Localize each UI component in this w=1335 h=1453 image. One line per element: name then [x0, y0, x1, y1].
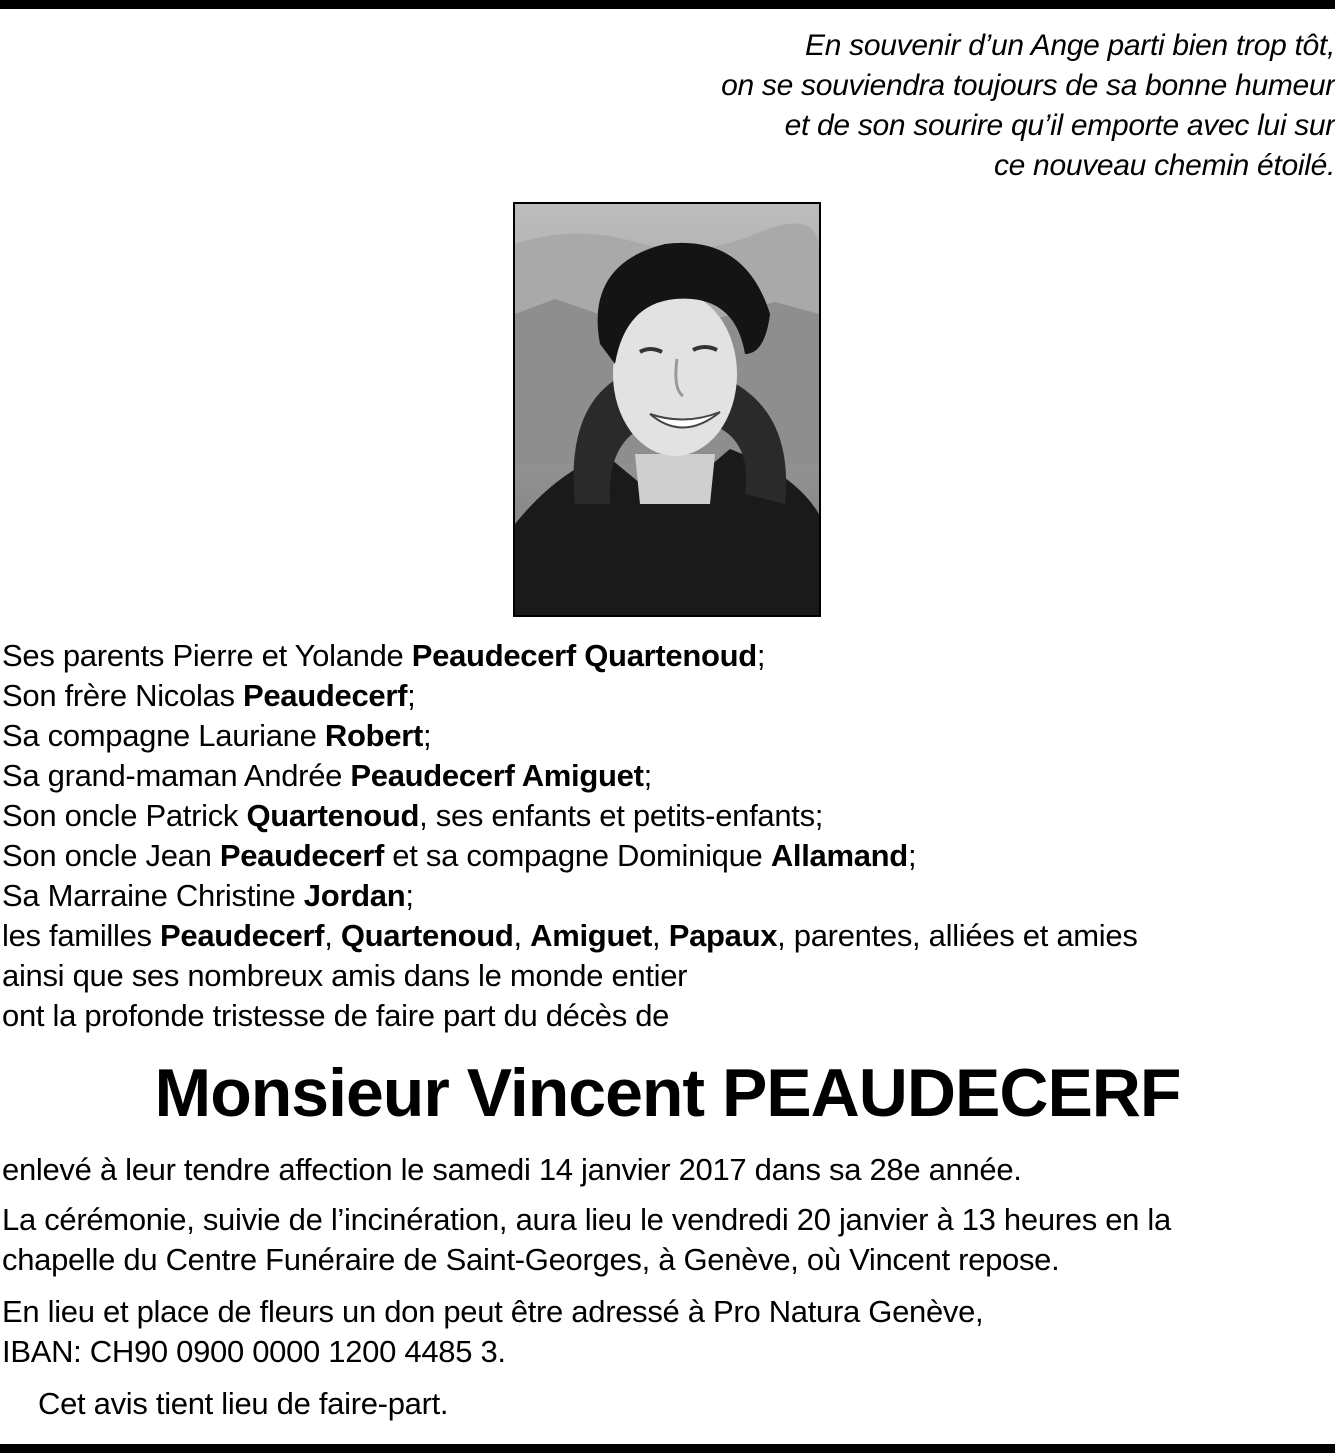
family-text: , parentes, alliées et amies	[777, 918, 1138, 953]
family-surname: Peaudecerf	[160, 918, 325, 953]
family-surname: Peaudecerf	[219, 838, 384, 873]
family-text: Son oncle Jean	[2, 838, 220, 873]
family-text: ,	[324, 918, 341, 953]
donation-details	[2, 1292, 1335, 1372]
family-surname: Peaudecerf Amiguet	[350, 758, 644, 793]
family-text: ;	[407, 678, 416, 713]
family-text: les familles	[2, 918, 161, 953]
family-surname: Allamand	[770, 838, 908, 873]
family-text: ,	[513, 918, 531, 953]
family-line	[2, 876, 1332, 916]
family-line	[2, 916, 1332, 956]
family-text: ;	[422, 718, 432, 753]
death-notice-line: enlevé à leur tendre affection le samedi 14 janvier 2017 dans sa 28e année.	[2, 1152, 1022, 1187]
donation-line: IBAN: CH90 0900 0000 1200 4485 3.	[2, 1334, 506, 1369]
portrait-photo	[513, 202, 821, 617]
family-text: Sa grand-maman Andrée	[2, 758, 351, 793]
ceremony-line: chapelle du Centre Funéraire de Saint-Georges, à Genève, où Vincent repose.	[2, 1242, 1060, 1277]
family-text: ,	[652, 918, 669, 953]
family-line	[2, 996, 1332, 1036]
ceremony-line: La cérémonie, suivie de l’incinération, aura lieu le vendredi 20 janvier à 13 heures en la	[2, 1202, 1171, 1237]
family-surname: Quartenoud	[340, 918, 514, 953]
family-line	[2, 676, 1332, 716]
family-text: ont la profonde tristesse de faire part du décès de	[2, 998, 670, 1033]
family-text: Sa Marraine Christine	[2, 878, 304, 913]
family-text: , ses enfants et petits-enfants;	[419, 798, 824, 833]
deceased-name: Monsieur Vincent PEAUDECERF	[154, 1055, 1181, 1131]
family-text: ;	[643, 758, 652, 793]
family-surname: Quartenoud	[246, 798, 420, 833]
quote-line: et de son sourire qu’il emporte avec lui sur	[784, 109, 1335, 142]
family-surname: Robert	[324, 718, 423, 753]
family-line	[2, 756, 1332, 796]
quote-line: on se souviendra toujours de sa bonne humeur	[721, 69, 1335, 102]
closing-line: Cet avis tient lieu de faire-part.	[38, 1386, 449, 1421]
family-text: Ses parents Pierre et Yolande	[2, 638, 412, 673]
family-text: Son frère Nicolas	[2, 678, 243, 713]
top-rule	[0, 0, 1335, 9]
family-surname: Amiguet	[530, 918, 653, 953]
quote-line: En souvenir d’un Ange parti bien trop tôt,	[805, 29, 1335, 62]
family-surname: Peaudecerf Quartenoud	[411, 638, 757, 673]
bottom-rule	[0, 1444, 1335, 1453]
donation-line: En lieu et place de fleurs un don peut être adressé à Pro Natura Genève,	[2, 1294, 984, 1329]
family-text: Sa compagne Lauriane	[2, 718, 325, 753]
family-line	[2, 716, 1332, 756]
family-list	[2, 636, 1332, 1036]
family-text: ;	[756, 638, 766, 673]
family-text: ainsi que ses nombreux amis dans le monde entier	[2, 958, 688, 993]
memorial-quote	[535, 26, 1335, 186]
family-text: et sa compagne Dominique	[383, 838, 771, 873]
family-surname: Jordan	[303, 878, 406, 913]
family-text: Son oncle Patrick	[2, 798, 247, 833]
family-text: ;	[907, 838, 917, 873]
family-line	[2, 956, 1332, 996]
family-line	[2, 636, 1332, 676]
ceremony-details	[2, 1200, 1335, 1280]
family-text: ;	[405, 878, 414, 913]
family-line	[2, 836, 1332, 876]
family-surname: Papaux	[668, 918, 778, 953]
family-line	[2, 796, 1332, 836]
family-surname: Peaudecerf	[242, 678, 408, 713]
quote-line: ce nouveau chemin étoilé.	[993, 149, 1335, 182]
death-notice	[2, 1150, 1335, 1190]
closing-note	[38, 1384, 1335, 1424]
